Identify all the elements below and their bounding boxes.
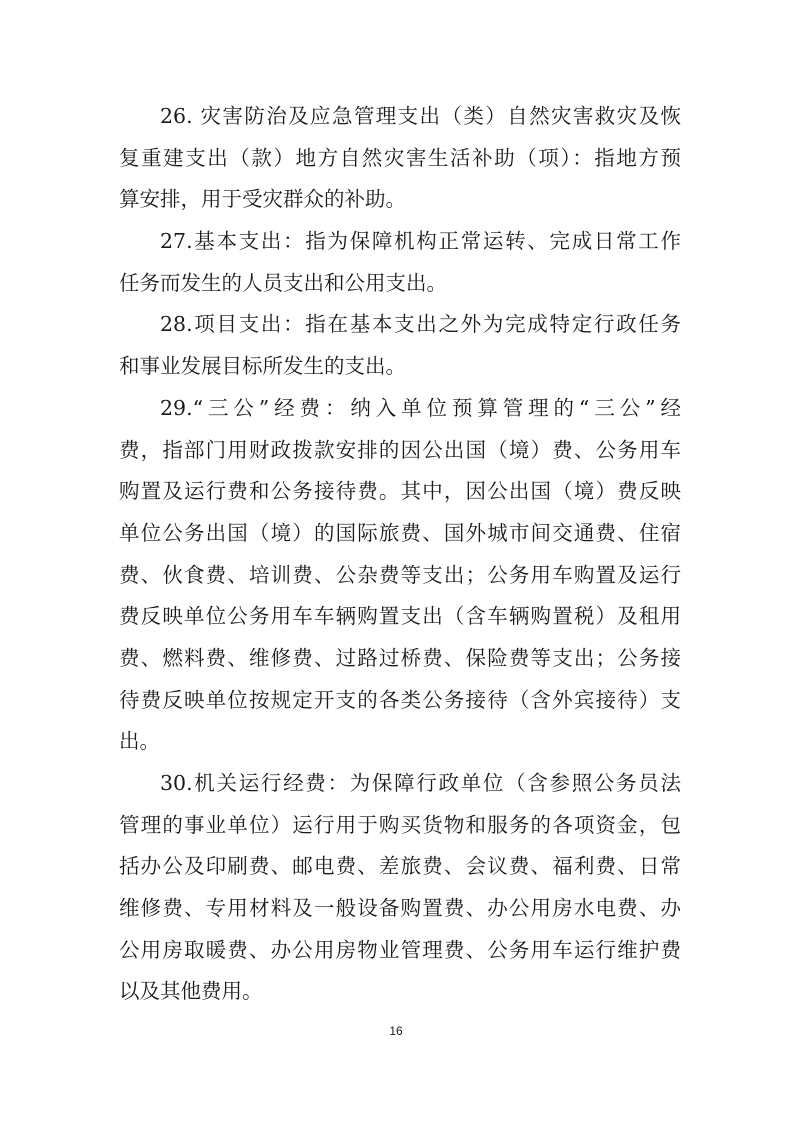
paragraph-30 xyxy=(119,763,681,1013)
text-line: 括办公及印刷费、邮电费、差旅费、会议费、福利费、日常 xyxy=(119,854,681,879)
page-number: 16 xyxy=(389,1024,403,1038)
paragraph-28 xyxy=(119,304,681,387)
text-line: 费，指部门用财政拨款安排的因公出国（境）费、公务用车 xyxy=(119,437,681,462)
text-line: 管理的事业单位）运行用于购买货物和服务的各项资金，包 xyxy=(119,812,681,837)
document-body xyxy=(119,96,681,1013)
text-line: 单位公务出国（境）的国际旅费、国外城市间交通费、住宿 xyxy=(119,520,681,545)
text-line: 维修费、专用材料及一般设备购置费、办公用房水电费、办 xyxy=(119,896,681,921)
text-line: 算安排，用于受灾群众的补助。 xyxy=(119,187,406,212)
text-line: 复重建支出（款）地方自然灾害生活补助（项）：指地方预 xyxy=(119,145,681,170)
text-line: 和事业发展目标所发生的支出。 xyxy=(119,354,406,379)
text-line: 费、燃料费、维修费、过路过桥费、保险费等支出；公务接 xyxy=(119,645,681,670)
paragraph-27 xyxy=(119,221,681,304)
text-line: 公用房取暖费、办公用房物业管理费、公务用车运行维护费 xyxy=(119,937,681,962)
text-line: 26. 灾害防治及应急管理支出（类）自然灾害救灾及恢 xyxy=(160,104,681,128)
text-line: 28.项目支出：指在基本支出之外为完成特定行政任务 xyxy=(160,312,681,337)
text-line: 费反映单位公务用车车辆购置支出（含车辆购置税）及租用 xyxy=(119,604,681,629)
text-line: 待费反映单位按规定开支的各类公务接待（含外宾接待）支 xyxy=(119,687,681,712)
text-line: 以及其他费用。 xyxy=(119,979,263,1004)
text-line: 29.“三公”经费：纳入单位预算管理的“三公”经 xyxy=(160,395,681,420)
paragraph-29 xyxy=(119,388,681,763)
text-line: 出。 xyxy=(119,729,160,754)
text-line: 费、伙食费、培训费、公杂费等支出；公务用车购置及运行 xyxy=(119,562,681,587)
text-line: 30.机关运行经费：为保障行政单位（含参照公务员法 xyxy=(160,771,681,795)
text-line: 任务而发生的人员支出和公用支出。 xyxy=(119,270,447,295)
paragraph-26 xyxy=(119,96,681,221)
text-line: 购置及运行费和公务接待费。其中，因公出国（境）费反映 xyxy=(119,479,681,504)
text-line: 27.基本支出：指为保障机构正常运转、完成日常工作 xyxy=(160,229,681,254)
